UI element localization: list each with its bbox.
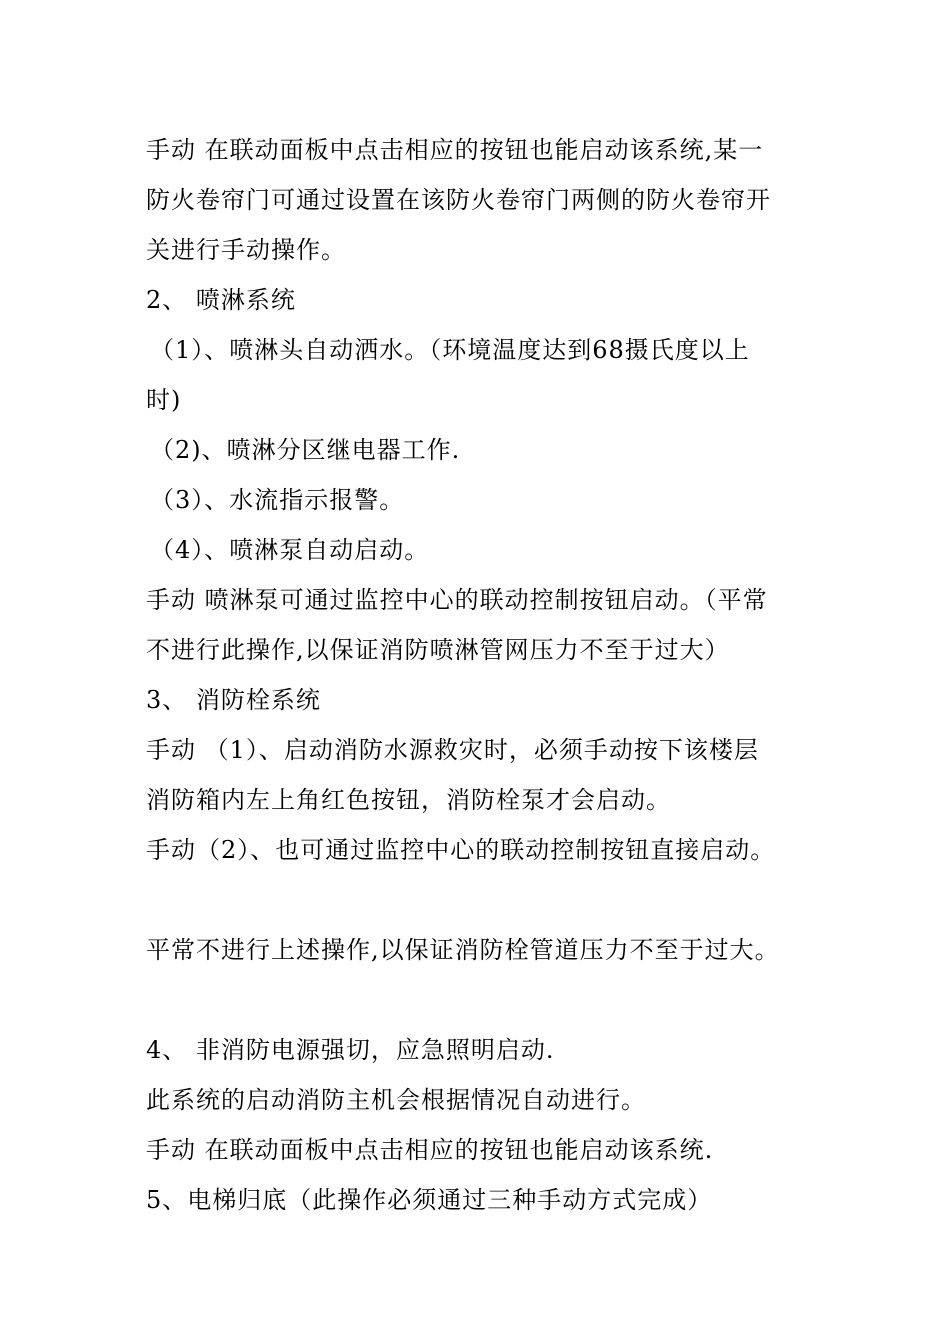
paragraph-line-hydrant-2: 手动（2）、也可通过监控中心的联动控制按钮直接启动。 (146, 836, 776, 864)
paragraph-line-manual-sprinkler: 手动 喷淋泵可通过监控中心的联动控制按钮启动。（平常 (146, 586, 768, 614)
paragraph-line-hydrant-note: 平常不进行上述操作,以保证消防栓管道压力不至于过大。 (146, 936, 780, 964)
paragraph-line-manual-sprinkler-cont: 不进行此操作,以保证消防喷淋管网压力不至于过大） (146, 636, 730, 664)
paragraph-line-3: 关进行手动操作。 (146, 236, 346, 264)
section-heading-5: 5、电梯归底（此操作必须通过三种手动方式完成） (146, 1186, 713, 1214)
list-item-4: （4）、喷淋泵自动启动。 (150, 536, 430, 564)
paragraph-line-manual-panel: 手动 在联动面板中点击相应的按钮也能启动该系统. (146, 1136, 714, 1164)
paragraph-line-hydrant-1-cont: 消防箱内左上角红色按钮，消防栓泵才会启动。 (146, 786, 671, 814)
paragraph-line-2: 防火卷帘门可通过设置在该防火卷帘门两侧的防火卷帘开 (146, 186, 771, 214)
section-heading-2: 2、 喷淋系统 (146, 286, 296, 314)
paragraph-line-hydrant-1: 手动 （1）、启动消防水源救灾时，必须手动按下该楼层 (146, 736, 759, 764)
list-item-3: （3）、水流指示报警。 (150, 486, 405, 514)
list-item-1: （1）、喷淋头自动洒水。（环境温度达到68摄氏度以上 (150, 336, 750, 364)
paragraph-line-auto-system: 此系统的启动消防主机会根据情况自动进行。 (146, 1086, 646, 1114)
section-heading-4: 4、 非消防电源强切，应急照明启动. (146, 1036, 555, 1064)
section-heading-3: 3、 消防栓系统 (146, 686, 321, 714)
list-item-1-continued: 时) (146, 386, 182, 414)
paragraph-line-1: 手动 在联动面板中点击相应的按钮也能启动该系统,某一 (146, 136, 764, 164)
list-item-2: （2)、喷淋分区继电器工作. (150, 436, 461, 464)
